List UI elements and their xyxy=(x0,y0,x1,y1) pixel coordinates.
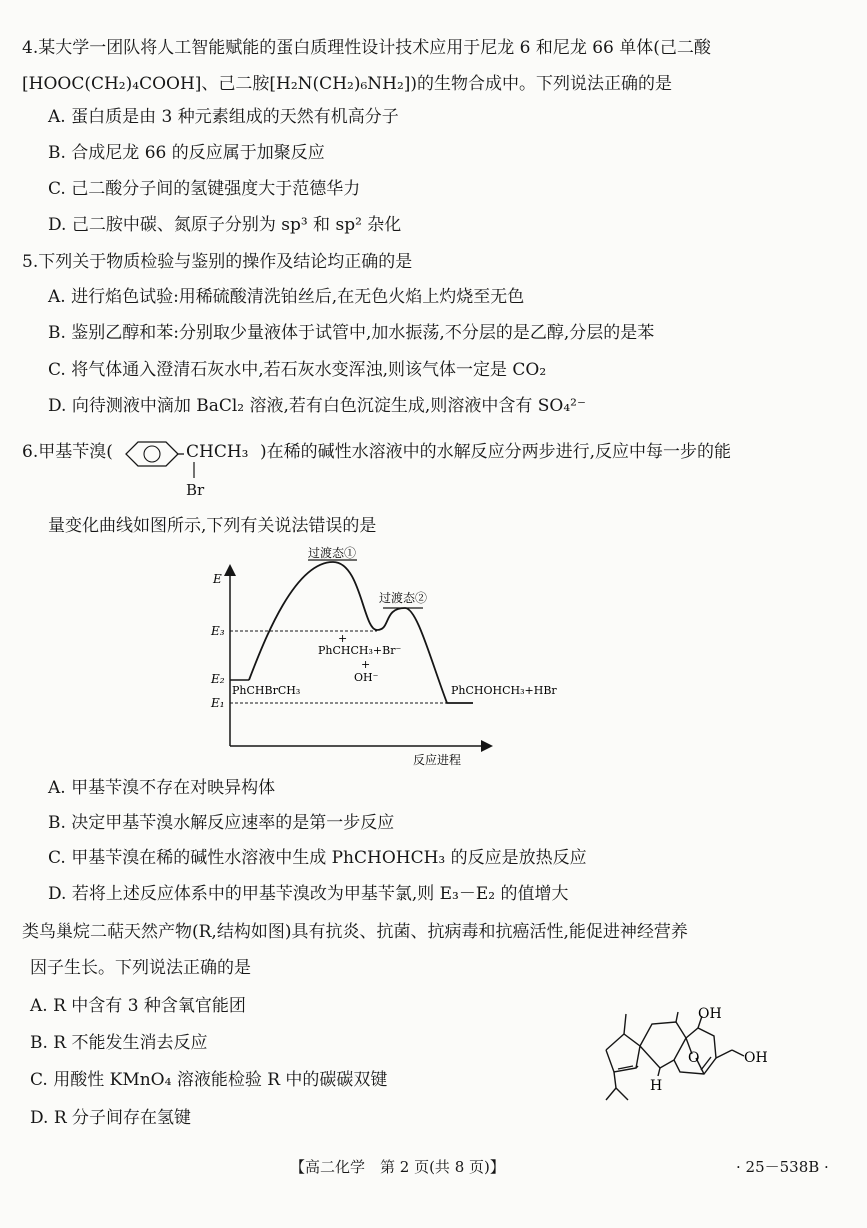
ether-o-label: O xyxy=(688,1050,700,1066)
q7-option-a: A. R 中含有 3 种含氧官能团 xyxy=(30,996,246,1016)
q4-stem-line1: 4.某大学一团队将人工智能赋能的蛋白质理性设计技术应用于尼龙 6 和尼龙 66 单体(己二酸 xyxy=(22,38,711,58)
q4-stem-line2: [HOOC(CH₂)₄COOH]、己二胺[H₂N(CH₂)₆NH₂])的生物合成中。下列说法正确的是 xyxy=(22,74,673,94)
e3-label: E₃ xyxy=(211,624,225,638)
q7-option-b: B. R 不能发生消去反应 xyxy=(30,1033,208,1053)
y-axis-label: E xyxy=(213,572,222,586)
e1-label: E₁ xyxy=(211,696,225,710)
q7-stem-line2: 因子生长。下列说法正确的是 xyxy=(30,958,251,978)
page-code: · 25－538B · xyxy=(736,1158,829,1176)
q5-option-a: A. 进行焰色试验:用稀硫酸清洗铂丝后,在无色火焰上灼烧至无色 xyxy=(48,287,525,307)
q6-option-c: C. 甲基苄溴在稀的碱性水溶液中生成 PhCHOHCH₃ 的反应是放热反应 xyxy=(48,848,587,868)
q6-option-d: D. 若将上述反应体系中的甲基苄溴改为甲基苄氯,则 E₃－E₂ 的值增大 xyxy=(48,884,569,904)
x-axis-label: 反应进程 xyxy=(413,753,462,767)
q7-option-c: C. 用酸性 KMnO₄ 溶液能检验 R 中的碳碳双键 xyxy=(30,1070,388,1090)
q4-option-a: A. 蛋白质是由 3 种元素组成的天然有机高分子 xyxy=(48,107,399,127)
q5-option-b: B. 鉴别乙醇和苯:分别取少量液体于试管中,加水振荡,不分层的是乙醇,分层的是苯 xyxy=(48,323,655,343)
benzene-ring-icon xyxy=(124,436,184,472)
q6-structure-br: Br xyxy=(186,481,205,499)
q6-option-a: A. 甲基苄溴不存在对映异构体 xyxy=(48,778,276,798)
q5-option-c: C. 将气体通入澄清石灰水中,若石灰水变浑浊,则该气体一定是 CO₂ xyxy=(48,360,547,380)
ts1-label: 过渡态① xyxy=(308,546,357,560)
ts2-label: 过渡态② xyxy=(379,591,428,605)
q6-stem-line2: 量变化曲线如图所示,下列有关说法错误的是 xyxy=(48,516,377,536)
q4-option-c: C. 己二酸分子间的氢键强度大于范德华力 xyxy=(48,179,361,199)
molecule-structure xyxy=(598,1006,778,1106)
reactant-label: PhCHBrCH₃ xyxy=(232,684,301,697)
intermediate-plus: + xyxy=(338,632,348,645)
q5-stem: 5.下列关于物质检验与鉴别的操作及结论均正确的是 xyxy=(22,252,413,272)
q4-option-b: B. 合成尼龙 66 的反应属于加聚反应 xyxy=(48,143,325,163)
oh-label: OH⁻ xyxy=(354,671,379,684)
q6-structure-group: CHCH₃ xyxy=(186,442,249,462)
q7-option-d: D. R 分子间存在氢键 xyxy=(30,1108,192,1128)
q6-stem-suffix: )在稀的碱性水溶液中的水解反应分两步进行,反应中每一步的能 xyxy=(260,442,732,462)
intermediate-plus2: + xyxy=(361,658,371,671)
bond-line xyxy=(192,462,196,478)
h-label: H xyxy=(650,1078,663,1094)
oh-top-label: OH xyxy=(698,1006,722,1022)
q5-option-d: D. 向待测液中滴加 BaCl₂ 溶液,若有白色沉淀生成,则溶液中含有 SO₄²⁻ xyxy=(48,396,586,416)
oh-side-label: OH xyxy=(744,1050,768,1066)
q6-option-b: B. 决定甲基苄溴水解反应速率的是第一步反应 xyxy=(48,813,395,833)
intermediate-label: PhCHCH₃+Br⁻ xyxy=(318,644,402,657)
energy-diagram xyxy=(205,546,557,770)
e2-label: E₂ xyxy=(211,672,225,686)
product-label: PhCHOHCH₃+HBr xyxy=(451,684,557,697)
q4-option-d: D. 己二胺中碳、氮原子分别为 sp³ 和 sp² 杂化 xyxy=(48,215,402,235)
q6-stem-prefix: 6.甲基苄溴( xyxy=(22,442,113,462)
page-footer: 【高二化学 第 2 页(共 8 页)】 xyxy=(290,1158,505,1176)
q7-stem-line1: 类鸟巢烷二萜天然产物(R,结构如图)具有抗炎、抗菌、抗病毒和抗癌活性,能促进神经营养 xyxy=(22,922,688,942)
